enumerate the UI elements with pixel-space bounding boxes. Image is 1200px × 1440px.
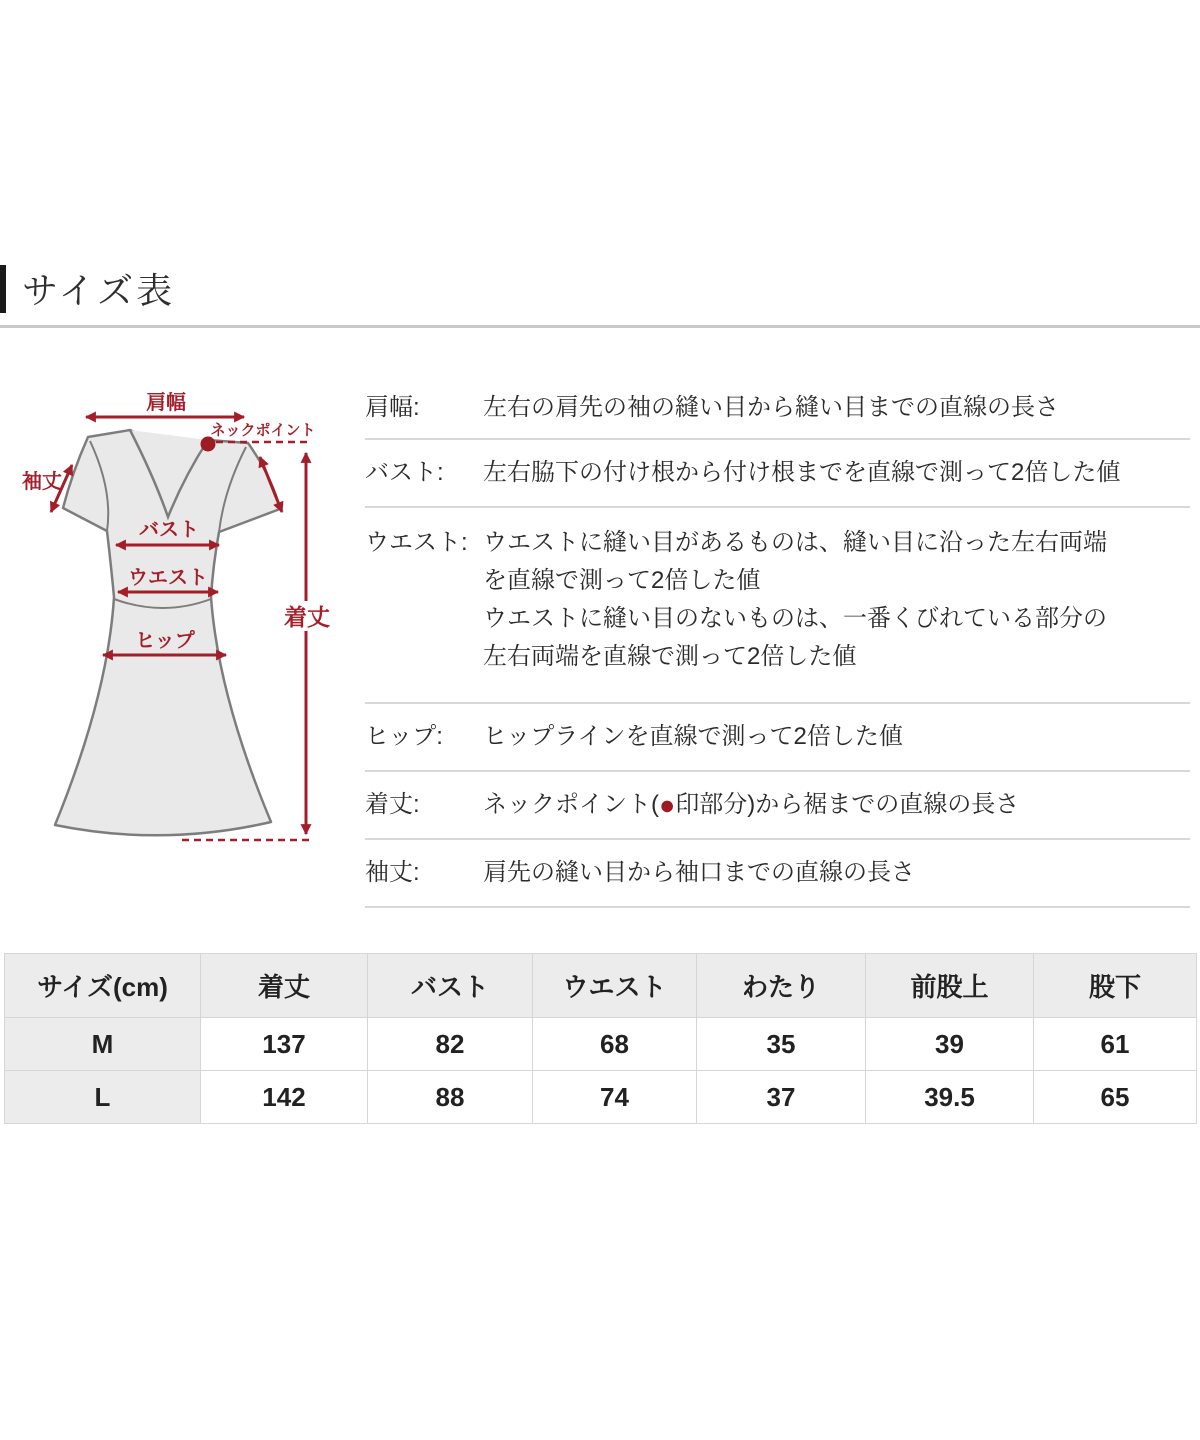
- definition-row-shoulder: [365, 385, 1190, 440]
- value-cell: 39: [866, 1018, 1034, 1071]
- definition-row-bust: [365, 440, 1190, 508]
- definition-desc: 左右脇下の付け根から付け根までを直線で測って2倍した値: [483, 459, 1121, 486]
- definition-row-length: [365, 772, 1190, 840]
- garment-length-label: 着丈: [284, 604, 330, 630]
- col-header-waist: ウエスト: [533, 954, 697, 1018]
- bust-label: バスト: [139, 519, 199, 541]
- definition-desc-text: ネックポイント(: [483, 791, 659, 818]
- value-cell: 37: [697, 1071, 866, 1124]
- value-cell: 35: [697, 1018, 866, 1071]
- definition-term: バスト:: [365, 459, 444, 486]
- sleeve-length-label: 袖丈: [22, 471, 62, 493]
- definition-term: 袖丈:: [365, 859, 420, 886]
- table-row-size-l: [5, 1071, 1197, 1124]
- definition-row-hip: [365, 704, 1190, 772]
- page-title: サイズ表: [22, 270, 176, 311]
- neck-point-label: ネックポイント: [210, 422, 316, 439]
- title-divider: [0, 325, 1200, 328]
- definition-desc: ヒップラインを直線で測って2倍した値: [483, 723, 903, 750]
- table-row-size-m: [5, 1018, 1197, 1071]
- value-cell: 88: [368, 1071, 533, 1124]
- col-header-front-rise: 前股上: [866, 954, 1034, 1018]
- value-cell: 74: [533, 1071, 697, 1124]
- definition-row-waist: [365, 508, 1190, 704]
- col-header-size: サイズ(cm): [5, 954, 201, 1018]
- shoulder-width-label: 肩幅: [146, 392, 186, 414]
- value-cell: 82: [368, 1018, 533, 1071]
- definition-term: ヒップ:: [365, 723, 443, 750]
- title-accent-bar: [0, 265, 6, 313]
- size-table-header-row: [5, 954, 1197, 1018]
- definition-term: 着丈:: [365, 791, 420, 818]
- definition-row-sleeve: [365, 840, 1190, 908]
- definition-desc-text: 印部分)から裾までの直線の長さ: [675, 791, 1020, 818]
- value-cell: 65: [1034, 1071, 1197, 1124]
- definition-desc: [483, 524, 1190, 676]
- col-header-length: 着丈: [201, 954, 368, 1018]
- definition-desc-line: 左右両端を直線で測って2倍した値: [483, 643, 857, 670]
- definition-desc: 肩先の縫い目から袖口までの直線の長さ: [483, 859, 915, 886]
- size-table: [4, 953, 1197, 1124]
- section-header: [0, 263, 175, 314]
- size-name-cell: L: [5, 1071, 201, 1124]
- value-cell: 61: [1034, 1018, 1197, 1071]
- hip-label: ヒップ: [135, 630, 195, 652]
- value-cell: 39.5: [866, 1071, 1034, 1124]
- definition-desc: [483, 790, 1190, 820]
- dress-measurement-diagram: [20, 385, 360, 875]
- col-header-bust: バスト: [368, 954, 533, 1018]
- neck-point-dot-inline-icon: ●: [659, 790, 676, 820]
- definition-desc: 左右の肩先の袖の縫い目から縫い目までの直線の長さ: [483, 394, 1059, 421]
- value-cell: 142: [201, 1071, 368, 1124]
- definition-term: ウエスト:: [365, 529, 468, 556]
- value-cell: 68: [533, 1018, 697, 1071]
- definition-desc-line: ウエストに縫い目があるものは、縫い目に沿った左右両端: [483, 529, 1107, 556]
- definition-desc-line: ウエストに縫い目のないものは、一番くびれている部分の: [483, 605, 1107, 632]
- measurement-definitions: [365, 385, 1190, 908]
- definition-desc-line: を直線で測って2倍した値: [483, 567, 761, 594]
- definition-term: 肩幅:: [365, 394, 420, 421]
- size-name-cell: M: [5, 1018, 201, 1071]
- value-cell: 137: [201, 1018, 368, 1071]
- col-header-inseam: 股下: [1034, 954, 1197, 1018]
- col-header-thigh: わたり: [697, 954, 866, 1018]
- waist-label: ウエスト: [128, 567, 208, 589]
